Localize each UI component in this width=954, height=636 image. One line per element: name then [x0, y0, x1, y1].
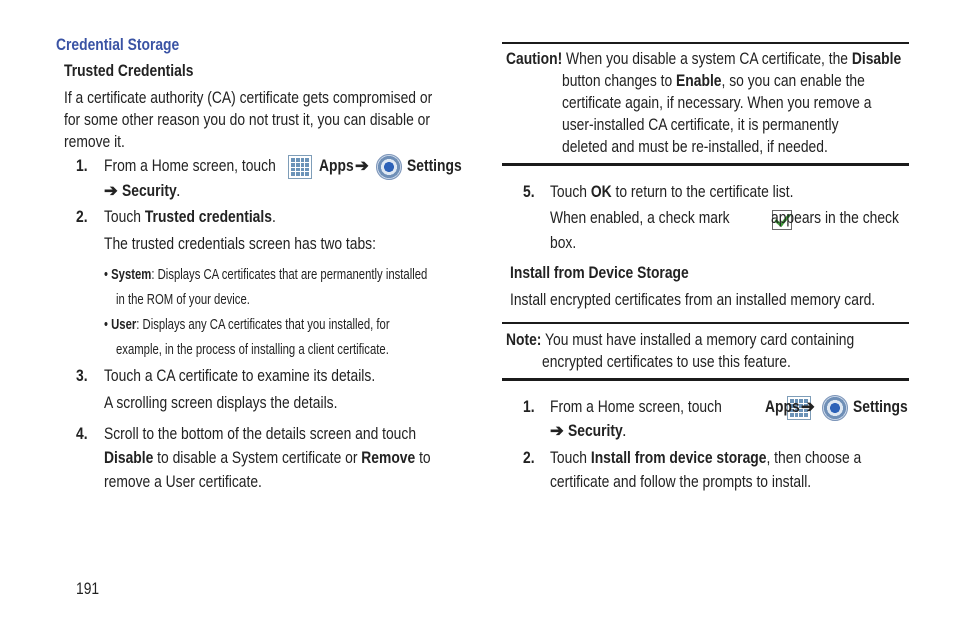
section-title: Credential Storage [56, 36, 180, 54]
step-number: 5. [523, 183, 535, 201]
step-2-sub: The trusted credentials screen has two tabs: [104, 235, 376, 253]
step-3-sub: A scrolling screen displays the details. [104, 394, 338, 412]
step-number: 2. [76, 208, 88, 226]
period: . [622, 422, 627, 440]
bullet-user: • User: Displays any CA certificates that you installed, for example, in the process of installing a client certificate. [104, 317, 390, 358]
step-5-sub-cont: appears in the check [771, 209, 899, 227]
install-paragraph: Install encrypted certificates from an installed memory card. [510, 291, 876, 309]
settings-label: Settings [853, 398, 908, 416]
arrow-icon: ➔ [355, 157, 369, 175]
note-top-rule [502, 322, 909, 324]
step-number: 2. [523, 449, 535, 467]
step-5-sub: When enabled, a check mark [550, 209, 730, 227]
page-number: 191 [76, 580, 100, 598]
period: . [176, 182, 181, 200]
caution-top-rule [502, 42, 909, 44]
note-body: encrypted certificates to use this feature. [542, 353, 791, 371]
security-path: ➔ Security [550, 422, 624, 440]
intro-paragraph: If a certificate authority (CA) certificate gets compromised or for some other reason you do not trust it, you can disable or remove it. [64, 89, 433, 151]
step-number: 1. [523, 398, 535, 416]
caution-body: button changes to Enable, so you can enable the certificate again, if necessary. When you remove a user-installed CA certificate, it is permanently deleted and must be re-installed, if needed. [562, 72, 872, 156]
caution-box: Caution! When you disable a system CA certificate, the Disable [506, 50, 902, 68]
step-number: 3. [76, 367, 88, 385]
step-number: 1. [76, 157, 88, 175]
step-5-text: Touch OK to return to the certificate list. [550, 183, 794, 201]
step-2-text: Touch Trusted credentials. [104, 208, 276, 226]
settings-gear-icon [376, 154, 402, 180]
subheading-install-from-device-storage: Install from Device Storage [510, 264, 689, 282]
right-step-2-text: Touch Install from device storage, then choose a certificate and follow the prompts to install. [550, 449, 862, 491]
settings-label: Settings [407, 157, 462, 175]
subheading-trusted-credentials: Trusted Credentials [64, 62, 194, 80]
caution-bottom-rule [502, 163, 909, 166]
apps-label: Apps [765, 398, 800, 416]
step-3-text: Touch a CA certificate to examine its details. [104, 367, 376, 385]
apps-icon [288, 155, 312, 179]
bullet-system: • System: Displays CA certificates that are permanently installed in the ROM of your device. [104, 267, 428, 308]
step-5-sub-end: box. [550, 234, 577, 252]
note-bottom-rule [502, 378, 909, 381]
note-box: Note: You must have installed a memory card containing [506, 331, 855, 349]
arrow-icon: ➔ [801, 398, 815, 416]
settings-gear-icon [822, 395, 848, 421]
step-4-text: Scroll to the bottom of the details screen and touch Disable to disable a System certificate or Remove to remove a User certificate. [104, 425, 431, 491]
step-number: 4. [76, 425, 88, 443]
apps-label: Apps [319, 157, 354, 175]
step-1-text: From a Home screen, touch [104, 157, 276, 175]
right-step-1-text: From a Home screen, touch [550, 398, 722, 416]
security-path: ➔ Security [104, 182, 178, 200]
